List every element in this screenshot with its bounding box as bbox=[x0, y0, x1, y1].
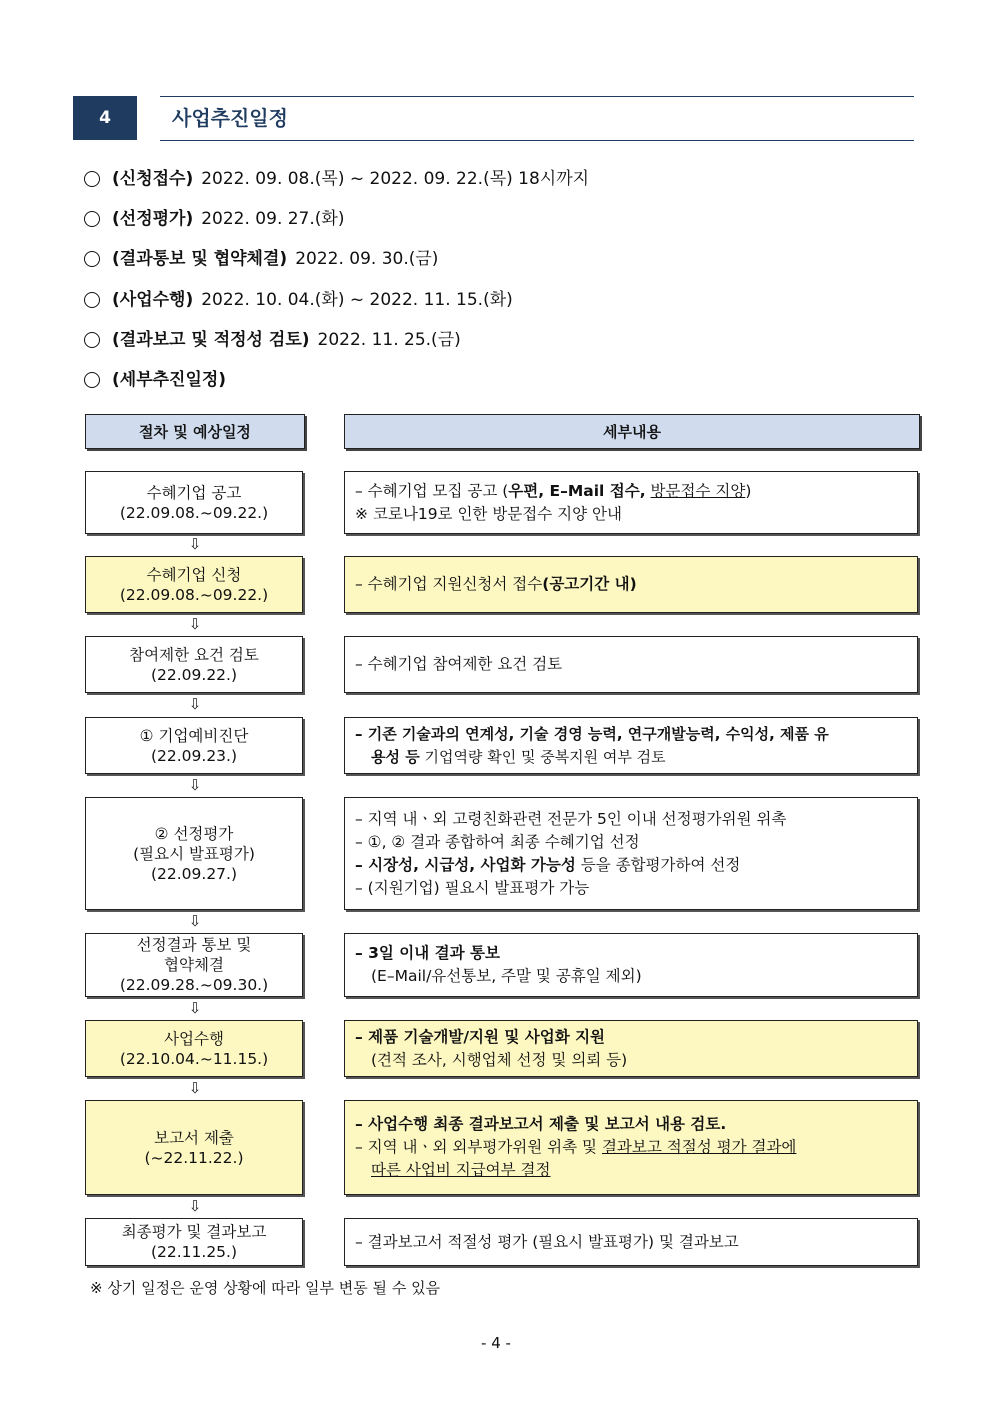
step-detail-box bbox=[344, 1218, 918, 1266]
step-procedure-box bbox=[85, 797, 303, 910]
step-procedure-box bbox=[85, 636, 303, 693]
detail-line: – 사업수행 최종 결과보고서 제출 및 보고서 내용 검토. bbox=[355, 1115, 727, 1133]
step-procedure-box bbox=[85, 471, 303, 534]
schedule-item bbox=[84, 247, 438, 271]
down-arrow-icon: ⇩ bbox=[188, 1079, 202, 1097]
step-detail-box bbox=[344, 636, 918, 693]
detail-line: – 결과보고서 적절성 평가 (필요시 발표평가) 및 결과보고 bbox=[355, 1232, 739, 1251]
step-title: 수혜기업 공고 bbox=[146, 483, 242, 502]
step-title: ① 기업예비진단 bbox=[139, 726, 249, 745]
step-procedure-box bbox=[85, 1218, 303, 1266]
circle-bullet-icon bbox=[84, 292, 100, 308]
step-title: 사업수행 bbox=[164, 1029, 224, 1048]
page-number: - 4 - bbox=[481, 1334, 511, 1352]
step-procedure-box bbox=[85, 556, 303, 613]
down-arrow-icon: ⇩ bbox=[188, 1197, 202, 1215]
schedule-label: (사업수행) bbox=[112, 290, 194, 310]
detail-line: – 3일 이내 결과 통보 bbox=[355, 944, 500, 962]
detail-line: 따른 사업비 지급여부 결정 bbox=[371, 1161, 551, 1179]
step-date: (22.09.27.) bbox=[150, 864, 238, 883]
schedule-date: 2022. 09. 30.(금) bbox=[295, 249, 439, 269]
step-title: 수혜기업 신청 bbox=[146, 565, 242, 584]
step-procedure-box bbox=[85, 1100, 303, 1195]
circle-bullet-icon bbox=[84, 372, 100, 388]
down-arrow-icon: ⇩ bbox=[188, 999, 202, 1017]
step-title: 참여제한 요건 검토 bbox=[129, 645, 259, 664]
detail-line: – 기존 기술과의 연계성, 기술 경영 능력, 연구개발능력, 수익성, 제품 유 bbox=[355, 724, 829, 743]
detail-line: – 시장성, 시급성, 사업화 가능성 등을 종합평가하여 선정 bbox=[355, 855, 741, 874]
schedule-label: (신청접수) bbox=[112, 169, 194, 189]
detail-line: – 수혜기업 지원신청서 접수(공고기간 내) bbox=[355, 575, 637, 593]
schedule-date: 2022. 10. 04.(화) ~ 2022. 11. 15.(화) bbox=[201, 290, 513, 310]
step-procedure-box bbox=[85, 717, 303, 774]
detail-line: (견적 조사, 시행업체 선정 및 의뢰 등) bbox=[371, 1050, 628, 1069]
detail-line: ※ 코로나19로 인한 방문접수 지양 안내 bbox=[355, 504, 622, 523]
step-procedure-box bbox=[85, 1020, 303, 1077]
circle-bullet-icon bbox=[84, 211, 100, 227]
detail-line: – 지역 내ㆍ외 고령친화관련 전문가 5인 이내 선정평가위원 위촉 bbox=[355, 809, 787, 828]
step-date: (22.09.08.~09.22.) bbox=[119, 585, 269, 604]
step-title: ② 선정평가 bbox=[154, 824, 234, 843]
step-date: (~22.11.22.) bbox=[144, 1148, 244, 1167]
step-detail-box bbox=[344, 1100, 918, 1195]
schedule-item bbox=[84, 207, 344, 231]
step-date: (22.09.28.~09.30.) bbox=[119, 976, 269, 994]
detail-line: 용성 등 기업역량 확인 및 중복지원 여부 검토 bbox=[371, 747, 666, 766]
detail-line: (E–Mail/유선통보, 주말 및 공휴일 제외) bbox=[371, 967, 642, 985]
section-number: 4 bbox=[73, 96, 137, 140]
step-detail-box bbox=[344, 471, 918, 534]
step-date: (22.11.25.) bbox=[150, 1243, 238, 1261]
schedule-item bbox=[84, 368, 234, 392]
footnote: ※ 상기 일정은 운영 상황에 따라 일부 변동 될 수 있음 bbox=[90, 1279, 441, 1297]
down-arrow-icon: ⇩ bbox=[188, 912, 202, 930]
step-detail-box bbox=[344, 933, 918, 997]
schedule-label: (결과통보 및 협약체결) bbox=[112, 249, 288, 269]
schedule-item bbox=[84, 328, 461, 352]
circle-bullet-icon bbox=[84, 251, 100, 267]
down-arrow-icon: ⇩ bbox=[188, 535, 202, 553]
schedule-date: 2022. 11. 25.(금) bbox=[317, 330, 461, 350]
detail-line: – 수혜기업 모집 공고 (우편, E–Mail 접수, 방문접수 지양) bbox=[355, 481, 752, 500]
step-title: 선정결과 통보 및 bbox=[136, 936, 252, 954]
step-detail-box bbox=[344, 797, 918, 910]
detail-line: – (지원기업) 필요시 발표평가 가능 bbox=[355, 878, 590, 897]
detail-line: – 수혜기업 참여제한 요건 검토 bbox=[355, 655, 563, 673]
step-detail-box bbox=[344, 556, 918, 613]
detail-line: – ①, ② 결과 종합하여 최종 수혜기업 선정 bbox=[355, 832, 640, 851]
step-date: (22.09.22.) bbox=[150, 665, 238, 684]
header-details: 세부내용 bbox=[344, 414, 920, 449]
schedule-label: (결과보고 및 적정성 검토) bbox=[112, 330, 310, 350]
section-title: 사업추진일정 bbox=[172, 106, 288, 130]
schedule-date: 2022. 09. 08.(목) ~ 2022. 09. 22.(목) 18시까지 bbox=[201, 169, 590, 189]
step-title-cont: 협약체결 bbox=[164, 956, 224, 974]
down-arrow-icon: ⇩ bbox=[188, 776, 202, 794]
step-procedure-box bbox=[85, 933, 303, 997]
header-procedure: 절차 및 예상일정 bbox=[85, 414, 305, 449]
step-date: (22.09.08.~09.22.) bbox=[119, 503, 269, 522]
schedule-date: 2022. 09. 27.(화) bbox=[201, 209, 345, 229]
schedule-label: (선정평가) bbox=[112, 209, 194, 229]
step-subtitle: (필요시 발표평가) bbox=[133, 844, 255, 863]
detail-line: – 제품 기술개발/지원 및 사업화 지원 bbox=[355, 1027, 606, 1046]
section-rule-top bbox=[160, 96, 914, 97]
detail-line: – 지역 내ㆍ외 외부평가위원 위촉 및 결과보고 적절성 평가 결과에 bbox=[355, 1138, 797, 1156]
section-rule-bottom bbox=[160, 140, 914, 141]
step-date: (22.09.23.) bbox=[150, 746, 238, 765]
circle-bullet-icon bbox=[84, 332, 100, 348]
step-detail-box bbox=[344, 1020, 918, 1077]
schedule-label: (세부추진일정) bbox=[112, 370, 227, 390]
schedule-item bbox=[84, 167, 589, 191]
step-title: 최종평가 및 결과보고 bbox=[121, 1223, 267, 1241]
step-title: 보고서 제출 bbox=[154, 1128, 234, 1147]
step-date: (22.10.04.~11.15.) bbox=[119, 1049, 269, 1068]
down-arrow-icon: ⇩ bbox=[188, 615, 202, 633]
step-detail-box bbox=[344, 717, 918, 774]
circle-bullet-icon bbox=[84, 171, 100, 187]
down-arrow-icon: ⇩ bbox=[188, 695, 202, 713]
schedule-item bbox=[84, 288, 513, 312]
